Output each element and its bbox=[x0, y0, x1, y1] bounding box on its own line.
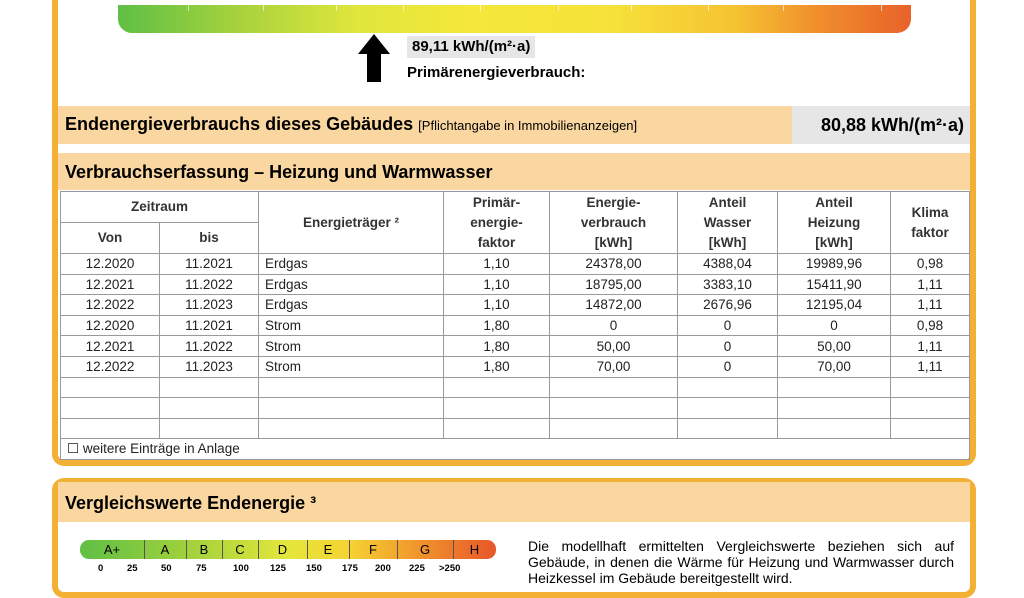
table-row: 12.2021 11.2022 Erdgas 1,10 18795,00 3383,10 15411,90 1,11 bbox=[61, 274, 970, 295]
end-energy-title: Endenergieverbrauchs dieses Gebäudes [Pflichtangabe in Immobilienanzeigen] bbox=[65, 114, 638, 134]
class-separator bbox=[186, 540, 187, 559]
scale-tick: 50 bbox=[161, 563, 172, 574]
end-energy-band bbox=[58, 106, 970, 144]
col-klimafaktor: Klima faktor bbox=[891, 192, 970, 254]
comparison-description: Die modellhaft ermittelten Vergleichswerte beziehen sich auf Gebäude, in denen die Wärme für Heizung und Warmwasser durch Heizkessel im Gebäude bereitgestellt wird. bbox=[528, 538, 954, 586]
col-von: Von bbox=[61, 223, 160, 254]
class-separator bbox=[258, 540, 259, 559]
scale-tick: 225 bbox=[409, 563, 425, 574]
table-row: 12.2020 11.2021 Strom 1,80 0 0 0 0,98 bbox=[61, 315, 970, 336]
energy-class-g: G bbox=[419, 542, 431, 557]
table-row-empty bbox=[61, 418, 970, 439]
energy-class-b: B bbox=[199, 542, 209, 557]
class-separator bbox=[307, 540, 308, 559]
col-primaerfaktor: Primär- energie- faktor bbox=[444, 192, 550, 254]
energy-class-d: D bbox=[277, 542, 288, 557]
table-row: 12.2020 11.2021 Erdgas 1,10 24378,00 4388,04 19989,96 0,98 bbox=[61, 254, 970, 275]
scale-tick: 125 bbox=[270, 563, 286, 574]
scale-tick: 75 bbox=[196, 563, 207, 574]
class-separator bbox=[453, 540, 454, 559]
consumption-band bbox=[58, 153, 970, 190]
col-bis: bis bbox=[160, 223, 259, 254]
comparison-title: Vergleichswerte Endenergie ³ bbox=[65, 493, 317, 513]
scale-tick: 100 bbox=[233, 563, 249, 574]
end-energy-value: 80,88 kWh/(m²·a) bbox=[792, 106, 970, 144]
scale-tick: 25 bbox=[127, 563, 138, 574]
scale-tick: >250 bbox=[439, 563, 461, 574]
primary-energy-label: Primärenergieverbrauch: bbox=[407, 64, 586, 81]
table-row-empty bbox=[61, 377, 970, 398]
table-row-empty bbox=[61, 398, 970, 419]
col-anteil-heizung: Anteil Heizung [kWh] bbox=[778, 192, 891, 254]
energy-class-c: C bbox=[235, 542, 245, 557]
scale-tick: 0 bbox=[98, 563, 104, 574]
class-separator bbox=[349, 540, 350, 559]
energy-class-f: F bbox=[369, 542, 377, 557]
primary-energy-value: 89,11 kWh/(m²·a) bbox=[407, 36, 535, 58]
comparison-scale bbox=[80, 540, 496, 560]
scale-tick: 175 bbox=[342, 563, 358, 574]
energy-scale-bar bbox=[118, 5, 911, 33]
consumption-table bbox=[60, 191, 970, 460]
consumption-title: Verbrauchserfassung – Heizung und Warmwasser bbox=[65, 162, 493, 182]
table-row: 12.2022 11.2023 Strom 1,80 70,00 0 70,00 1,11 bbox=[61, 356, 970, 377]
col-energieverbrauch: Energie- verbrauch [kWh] bbox=[550, 192, 678, 254]
class-separator bbox=[397, 540, 398, 559]
more-entries-checkbox[interactable]: ☐ weitere Einträge in Anlage bbox=[61, 439, 970, 460]
end-energy-note: [Pflichtangabe in Immobilienanzeigen] bbox=[418, 118, 638, 133]
scale-tick: 200 bbox=[375, 563, 391, 574]
col-anteil-wasser: Anteil Wasser [kWh] bbox=[678, 192, 778, 254]
col-energietraeger: Energieträger ² bbox=[259, 192, 444, 254]
scale-tick: 150 bbox=[306, 563, 322, 574]
comparison-band bbox=[58, 482, 970, 522]
table-row: 12.2022 11.2023 Erdgas 1,10 14872,00 2676,96 12195,04 1,11 bbox=[61, 295, 970, 316]
energy-class-e: E bbox=[323, 542, 333, 557]
class-separator bbox=[222, 540, 223, 559]
arrow-up-icon bbox=[358, 34, 390, 82]
col-zeitraum: Zeitraum bbox=[61, 192, 259, 223]
energy-class-h: H bbox=[469, 542, 480, 557]
energy-class-aplus: A+ bbox=[103, 542, 121, 557]
energy-class-a: A bbox=[160, 542, 170, 557]
table-row: 12.2021 11.2022 Strom 1,80 50,00 0 50,00 1,11 bbox=[61, 336, 970, 357]
class-separator bbox=[144, 540, 145, 559]
